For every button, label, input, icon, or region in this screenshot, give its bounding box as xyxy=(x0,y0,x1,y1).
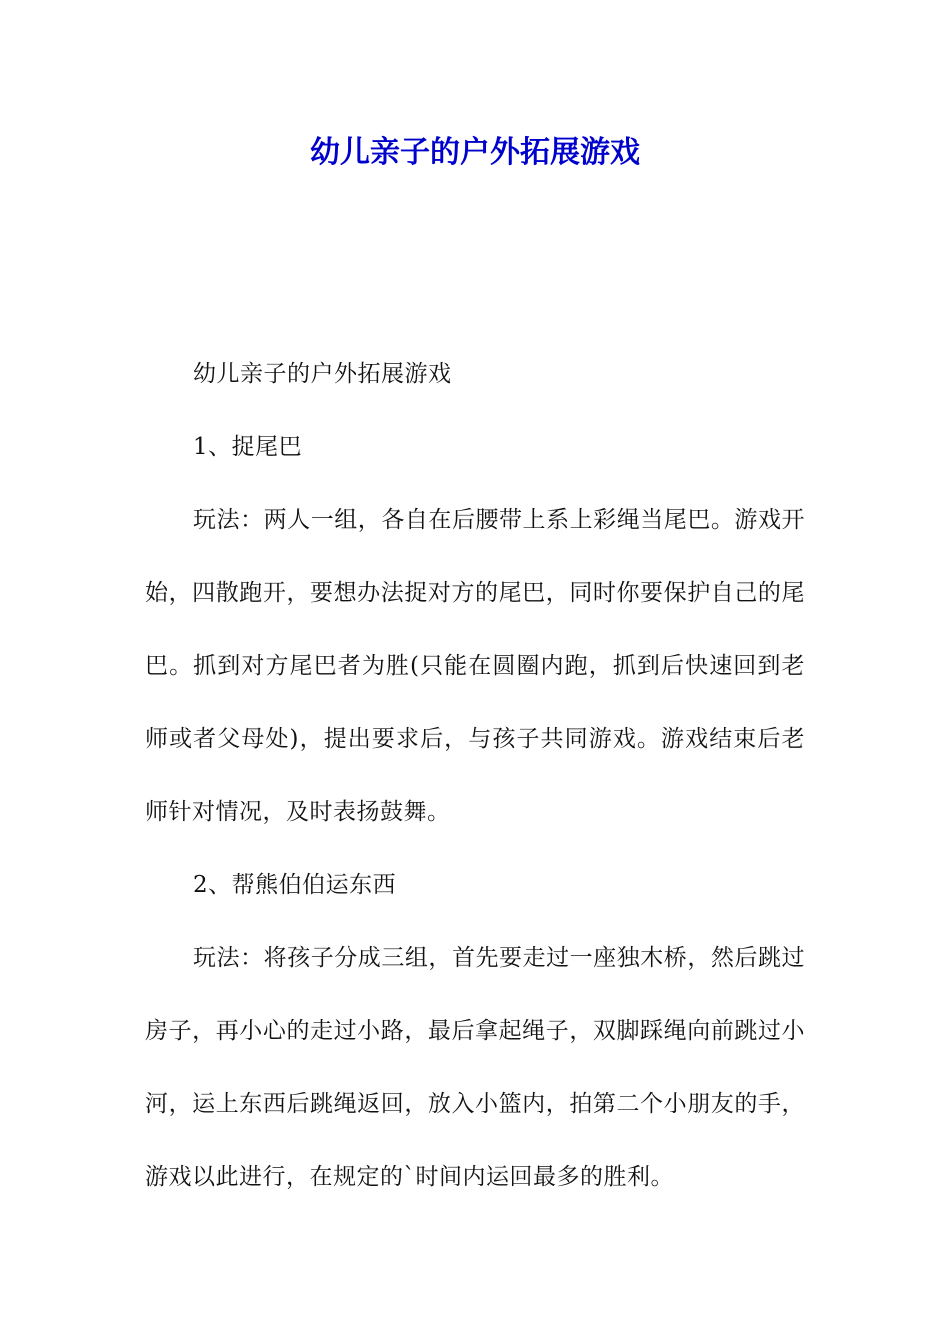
section-paragraph-2: 玩法：将孩子分成三组，首先要走过一座独木桥，然后跳过房子，再小心的走过小路，最后拿起绳子，双脚踩绳向前跳过小河，运上东西后跳绳返回，放入小篮内，拍第二个小朋友的手，游戏以此进行，在规定的`时间内运回最多的胜利。 xyxy=(145,945,805,1190)
body-heading: 幼儿亲子的户外拓展游戏 xyxy=(193,361,452,387)
section-heading-1: 1、捉尾巴 xyxy=(193,434,303,460)
section-paragraph-1: 玩法：两人一组，各自在后腰带上系上彩绳当尾巴。游戏开始，四散跑开，要想办法捉对方的尾巴，同时你要保护自己的尾巴。抓到对方尾巴者为胜(只能在圆圈内跑，抓到后快速回到老师或者父母处)，提出要求后，与孩子共同游戏。游戏结束后老师针对情况，及时表扬鼓舞。 xyxy=(145,507,805,825)
document-body xyxy=(145,338,805,1214)
document-title: 幼儿亲子的户外拓展游戏 xyxy=(310,135,640,170)
section-heading-2: 2、帮熊伯伯运东西 xyxy=(193,872,397,898)
